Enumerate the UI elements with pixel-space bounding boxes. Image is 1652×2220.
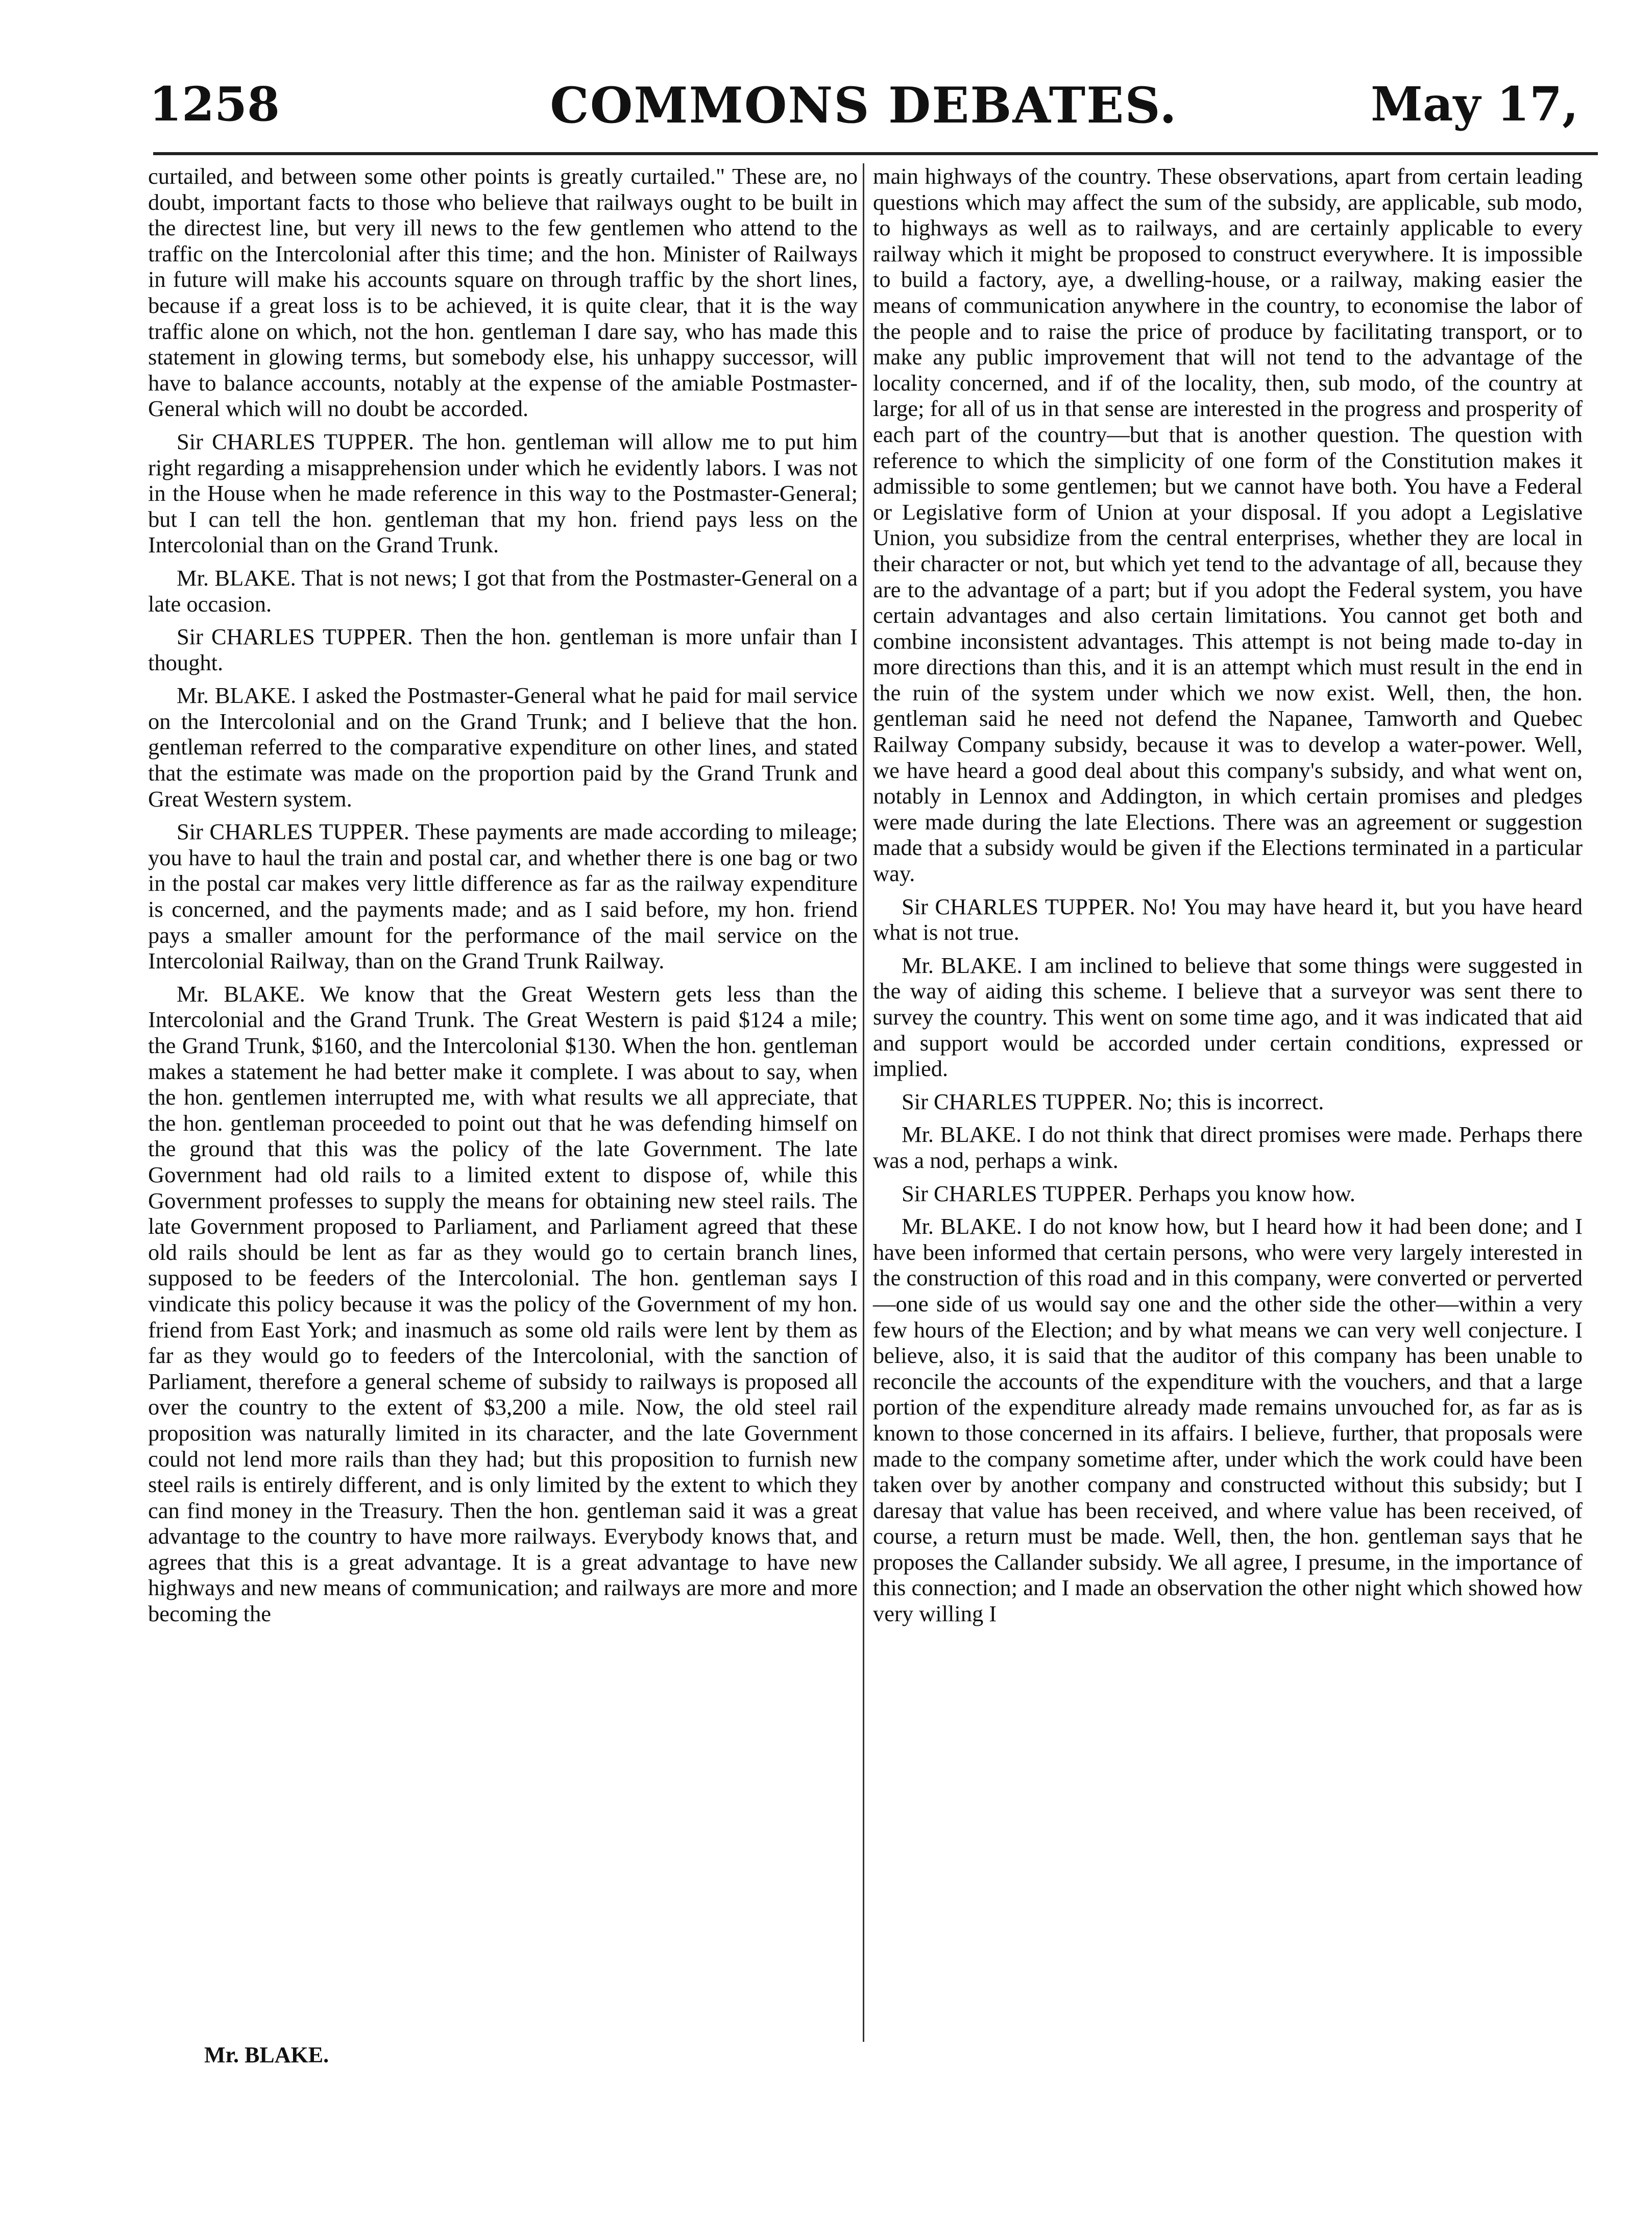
paragraph: Sir CHARLES TUPPER. No; this is incorrect. xyxy=(902,1088,1324,1114)
paragraph: Sir CHARLES TUPPER. Perhaps you know how. xyxy=(902,1180,1355,1206)
paragraph: Mr. BLAKE. I asked the Postmaster-General what he paid for mail service on the Intercolonial and on the Grand Trunk; and I believe that the hon. gentleman referred to the comparative expenditure on other lines, and stated that the estimate was made on the proportion paid by the Grand Trunk and Great Western system. xyxy=(148,682,858,812)
paragraph: main highways of the country. These observations, apart from certain leading questions which may affect the sum of the subsidy, are applicable, sub modo, to highways as well as to railways, and are certainly applicable to every railway which it might be proposed to construct everywhere. It is impossible to build a factory, aye, a dwelling-house, or a railway, making easier the means of communication anywhere in the country, to economise the labor of the people and to raise the price of produce by facilitating transport, or to make any public improvement that will not tend to the advantage of the locality concerned, and if of the locality, then, sub modo, of the country at large; for all of us in that sense are interested in the progress and prosperity of each part of the country—but that is another question. The question with reference to which the simplicity of one form of the Constitution makes it admissible to some gentlemen; but we cannot have both. You have a Federal or Legislative form of Union at your disposal. If you adopt a Legislative Union, you subsidize from the central enterprises, whether they are local in their character or not, but which yet tend to the advantage of all, because they are to the advantage of a part; but if you adopt the Federal system, you have certain advantages and also certain limitations. You cannot get both and combine inconsistent advantages. This attempt is not being made to-day in more directions than this, and it is an attempt which must result in the end in the ruin of the system under which we now exist. Well, then, the hon. gentleman said he need not defend the Napanee, Tamworth and Quebec Railway Company subsidy, because it was to develop a water-power. Well, we have heard a good deal about this company's subsidy, and what went on, notably in Lennox and Addington, in which certain promises and pledges were made during the late Elections. There was an agreement or suggestion made that a subsidy would be given if the Elections terminated in a particular way. xyxy=(873,163,1583,887)
paragraph: Mr. BLAKE. We know that the Great Western gets less than the Intercolonial and the Grand Trunk. The Great Western is paid $124 a mile; the Grand Trunk, $160, and the Intercolonial $130. When the hon. gentleman makes a statement he had better make it complete. I was about to say, when the hon. gentlemen interrupted me, with what results we all appreciate, that the hon. gentleman proceeded to point out that he was defending himself on the ground that this was the policy of the late Government. The late Government had old rails to a limited extent to dispose of, while this Government professes to supply the means for obtaining new steel rails. The late Government proposed to Parliament, and Parliament agreed that these old rails should be lent as far as they would go to certain branch lines, supposed to be feeders of the Intercolonial. The hon. gentleman says I vindicate this policy because it was the policy of the Government of my hon. friend from East York; and inasmuch as some old rails were lent by them as far as they would go to feeders of the Intercolonial, with the sanction of Parliament, therefore a general scheme of subsidy to railways is proposed all over the country to the extent of $3,200 a mile. Now, the old steel rail proposition was naturally limited in its character, and the late Government could not lend more rails than they had; but this proposition to furnish new steel rails is entirely different, and is only limited by the extent to which they can find money in the Treasury. Then the hon. gentleman said it was a great advantage to the country to have more railways. Everybody knows that, and agrees that this is a great advantage. It is a great advantage to have new highways and new means of communication; and railways are more and more becoming the xyxy=(148,981,858,1627)
paragraph: Mr. BLAKE. That is not news; I got that from the Postmaster-General on a late occasion. xyxy=(148,565,858,617)
page-date: May 17, xyxy=(1371,77,1578,132)
paragraph: Sir CHARLES TUPPER. The hon. gentleman will allow me to put him right regarding a misapprehension under which he evidently labors. I was not in the House when he made reference in this way to the Postmaster-General; but I can tell the hon. gentleman that my hon. friend pays less on the Intercolonial than on the Grand Trunk. xyxy=(148,428,858,558)
paragraph: Mr. BLAKE. I do not know how, but I heard how it had been done; and I have been informed that certain persons, who were very largely interested in the construction of this road and in this company, were converted or perverted—one side of us would say one and the other side the other—within a very few hours of the Election; and by what means we can very well conjecture. I believe, also, it is said that the auditor of this company has been unable to reconcile the accounts of the expenditure with the vouchers, and that a large portion of the expenditure already made remains unvouched for, as far as is known to those concerned in its affairs. I believe, further, that proposals were made to the company sometime after, under which the work could have been taken over by another company and constructed without this subsidy; but I daresay that value has been received, and where value has been received, of course, a return must be made. Well, then, the hon. gentleman says that he proposes the Callander subsidy. We all agree, I presume, in the importance of this connection; and I made an observation the other night which showed how very willing I xyxy=(873,1213,1583,1627)
paragraph: Sir CHARLES TUPPER. No! You may have heard it, but you have heard what is not true. xyxy=(873,893,1583,945)
paragraph: Sir CHARLES TUPPER. These payments are made according to mileage; you have to haul the train and postal car, and whether there is one bag or two in the postal car makes very little difference as far as the railway expenditure is concerned, and the payments made; and as I said before, my hon. friend pays a smaller amount for the performance of the mail service on the Intercolonial Railway, than on the Grand Trunk Railway. xyxy=(148,819,858,974)
left-column xyxy=(148,163,858,1627)
column-divider xyxy=(863,163,864,2042)
paragraph: Mr. BLAKE. I am inclined to believe that some things were suggested in the way of aiding this scheme. I believe that a surveyor was sent there to survey the country. This went on some time ago, and it was indicated that aid and support would be accorded under certain conditions, expressed or implied. xyxy=(873,952,1583,1082)
header-rule xyxy=(153,152,1598,155)
paragraph: Sir CHARLES TUPPER. Then the hon. gentleman is more unfair than I thought. xyxy=(148,624,858,675)
page-header xyxy=(149,71,1578,148)
publication-title: COMMONS DEBATES. xyxy=(550,77,1178,134)
right-column xyxy=(873,163,1583,1627)
paragraph: curtailed, and between some other points is greatly curtailed." These are, no doubt, important facts to those who believe that railways ought to be built in the directest line, but very ill news to the few gentlemen who attend to the traffic on the Intercolonial after this time; and the hon. Minister of Railways in future will make his accounts square on through traffic by the short lines, because if a great loss is to be achieved, it is quite clear, that it is the way traffic alone on which, not the hon. gentleman I dare say, who has made this statement in glowing terms, but somebody else, his unhappy successor, will have to balance accounts, notably at the expense of the amiable Postmaster-General which will no doubt be accorded. xyxy=(148,163,858,422)
footer-speaker: Mr. BLAKE. xyxy=(204,2042,329,2067)
paragraph: Mr. BLAKE. I do not think that direct promises were made. Perhaps there was a nod, perhaps a wink. xyxy=(873,1121,1583,1173)
page-number: 1258 xyxy=(149,77,280,132)
